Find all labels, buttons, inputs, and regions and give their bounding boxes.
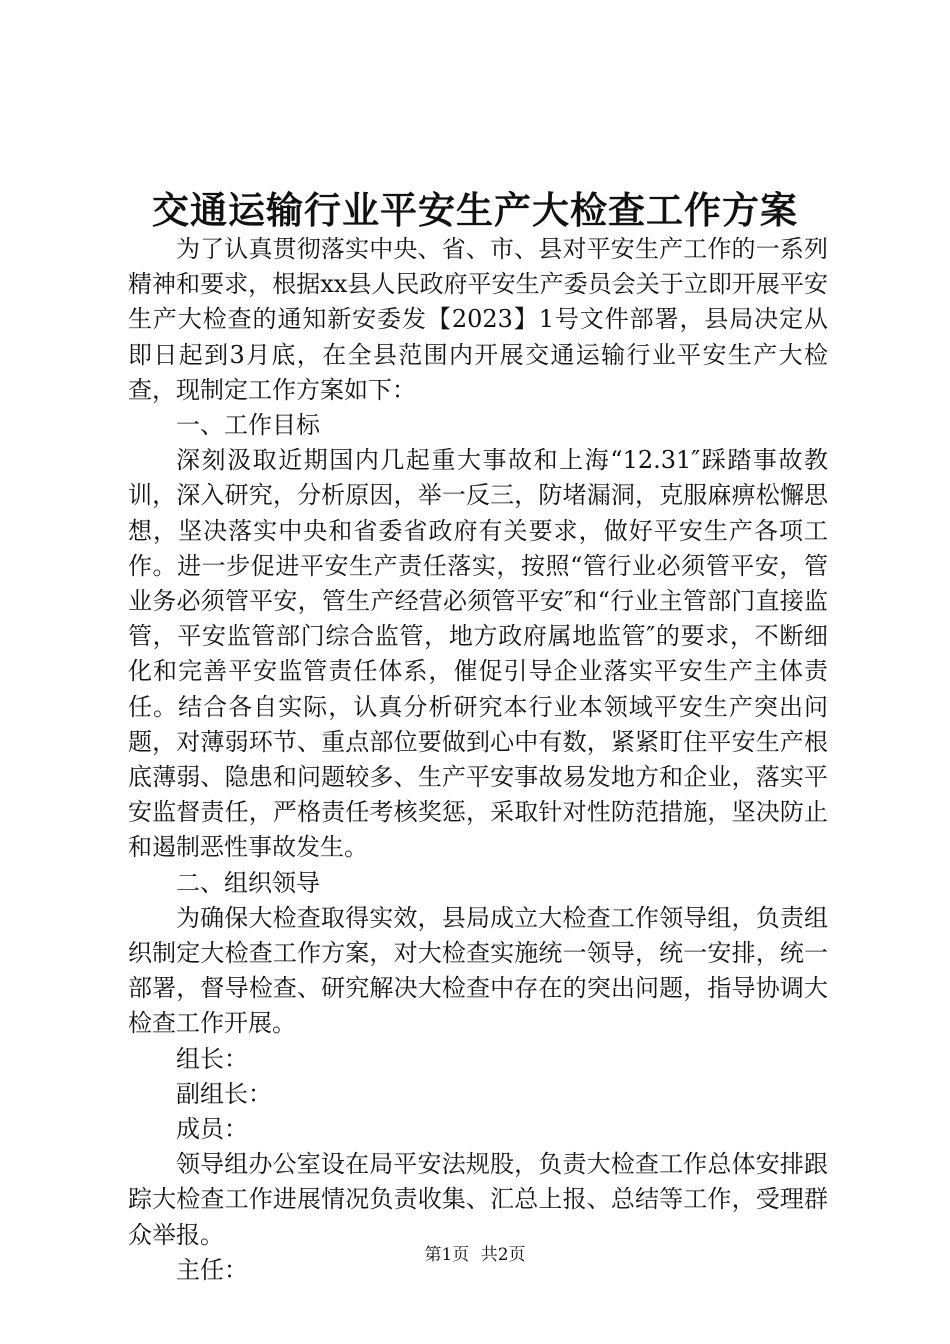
- section-heading-organization: 二、组织领导: [176, 868, 320, 897]
- organization-paragraph: 为确保大检查取得实效，县局成立大检查工作领导组，负责组织制定大检查工作方案，对大检查实施统一领导，统一安排，统一部署，督导检查、研究解决大检查中存在的突出问题，指导协调大检查工作开展。: [128, 903, 828, 1038]
- page-footer: [0, 1243, 950, 1267]
- document-body: [128, 232, 828, 1288]
- office-paragraph: 领导组办公室设在局平安法规股，负责大检查工作总体安排跟踪大检查工作进展情况负责收集、汇总上报、总结等工作，受理群众举报。: [128, 1150, 828, 1249]
- intro-paragraph: 为了认真贯彻落实中央、省、市、县对平安生产工作的一系列精神和要求，根据xx县人民政府平安生产委员会关于立即开展平安生产大检查的通知新安委发【2023】1号文件部署，县局决定从即日起到3月底，在全县范围内开展交通运输行业平安生产大检查，现制定工作方案如下：: [128, 235, 828, 404]
- director-line: 主任：: [176, 1255, 248, 1284]
- deputy-leader-line: 副组长：: [176, 1079, 272, 1108]
- leader-line: 组长：: [176, 1044, 248, 1073]
- page-total: 共2页: [480, 1245, 526, 1265]
- page-number: 第1页: [424, 1245, 470, 1265]
- goals-paragraph: 深刻汲取近期国内几起重大事故和上海“12.31″踩踏事故教训，深入研究，分析原因，举一反三，防堵漏洞，克服麻痹松懈思想，坚决落实中央和省委省政府有关要求，做好平安生产各项工作。进一步促进平安生产责任落实，按照“管行业必须管平安，管业务必须管平安，管生产经营必须管平安″和“行业主管部门直接监管，平安监管部门综合监管，地方政府属地监管″的要求，不断细化和完善平安监管责任体系，催促引导企业落实平安生产主体责任。结合各自实际，认真分析研究本行业本领域平安生产突出问题，对薄弱环节、重点部位要做到心中有数，紧紧盯住平安生产根底薄弱、隐患和问题较多、生产平安事故易发地方和企业，落实平安监督责任，严格责任考核奖惩，采取针对性防范措施，坚决防止和遏制恶性事故发生。: [128, 446, 828, 862]
- section-heading-goals: 一、工作目标: [176, 411, 320, 440]
- members-line: 成员：: [176, 1115, 248, 1144]
- document-title: 交通运输行业平安生产大检查工作方案: [152, 188, 798, 232]
